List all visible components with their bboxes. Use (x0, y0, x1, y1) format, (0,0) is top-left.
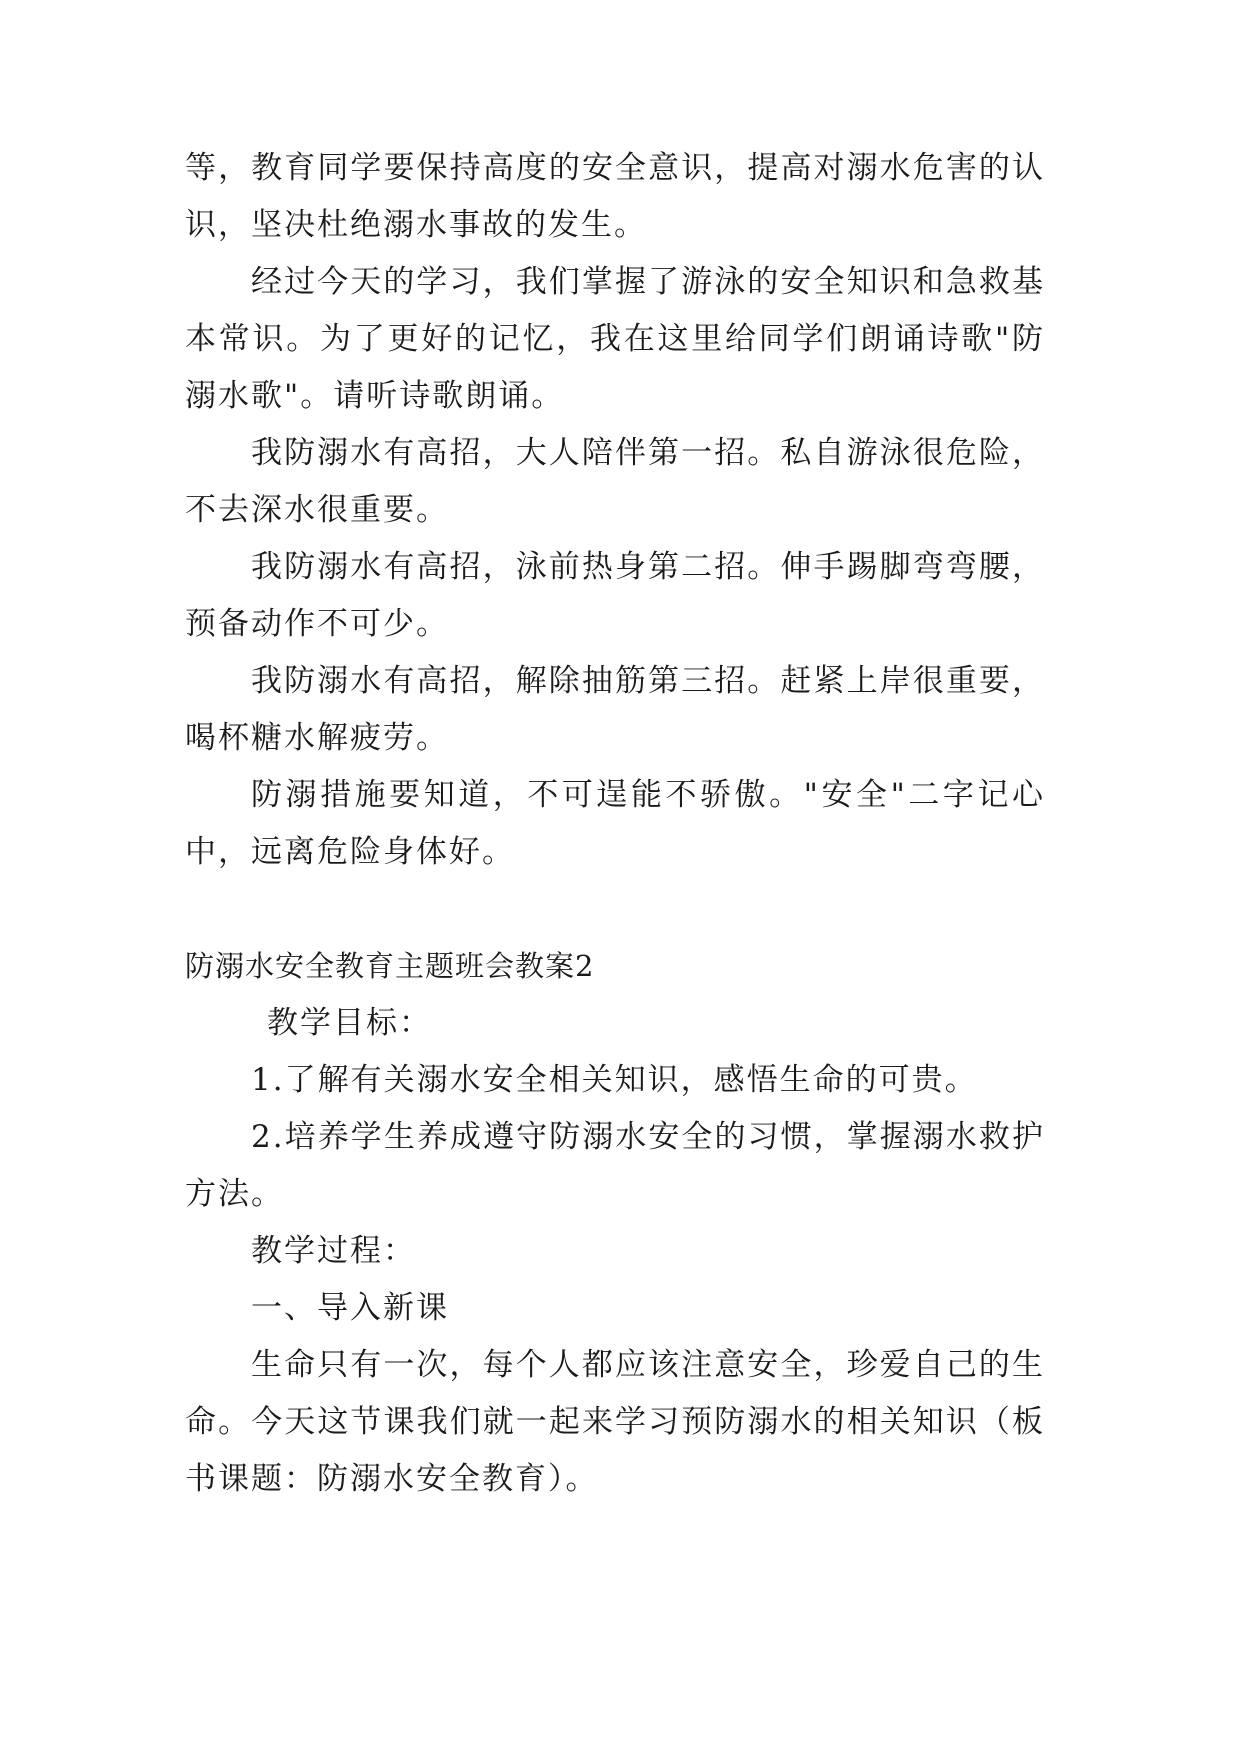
teaching-goals-heading: 教学目标： (267, 1005, 432, 1041)
section-gap (185, 881, 1045, 938)
teaching-process-heading: 教学过程： (251, 1233, 416, 1269)
paragraph-continuation: 等，教育同学要保持高度的安全意识，提高对溺水危害的认识，坚决杜绝溺水事故的发生。 (185, 150, 1045, 243)
section-title: 防溺水安全教育主题班会教案2 (185, 949, 595, 983)
poem-stanza-2: 我防溺水有高招，泳前热身第二招。伸手踢脚弯弯腰，预备动作不可少。 (185, 549, 1045, 642)
poem-stanza-1: 我防溺水有高招，大人陪伴第一招。私自游泳很危险，不去深水很重要。 (185, 435, 1045, 528)
step-heading-intro: 一、导入新课 (251, 1290, 449, 1326)
poem-stanza-4: 防溺措施要知道，不可逞能不骄傲。"安全"二字记心中，远离危险身体好。 (185, 777, 1045, 870)
teaching-goal-1: 1.了解有关溺水安全相关知识，感悟生命的可贵。 (251, 1062, 978, 1098)
teaching-goal-2: 2.培养学生养成遵守防溺水安全的习惯，掌握溺水救护方法。 (185, 1119, 1045, 1212)
paragraph-intro-text: 生命只有一次，每个人都应该注意安全，珍爱自己的生命。今天这节课我们就一起来学习预防溺水的相关知识（板书课题：防溺水安全教育）。 (185, 1347, 1045, 1497)
poem-stanza-3: 我防溺水有高招，解除抽筋第三招。赶紧上岸很重要，喝杯糖水解疲劳。 (185, 663, 1045, 756)
paragraph-learning-summary: 经过今天的学习，我们掌握了游泳的安全知识和急救基本常识。为了更好的记忆，我在这里给同学们朗诵诗歌"防溺水歌"。请听诗歌朗诵。 (185, 264, 1045, 414)
document-body (185, 140, 1045, 1508)
